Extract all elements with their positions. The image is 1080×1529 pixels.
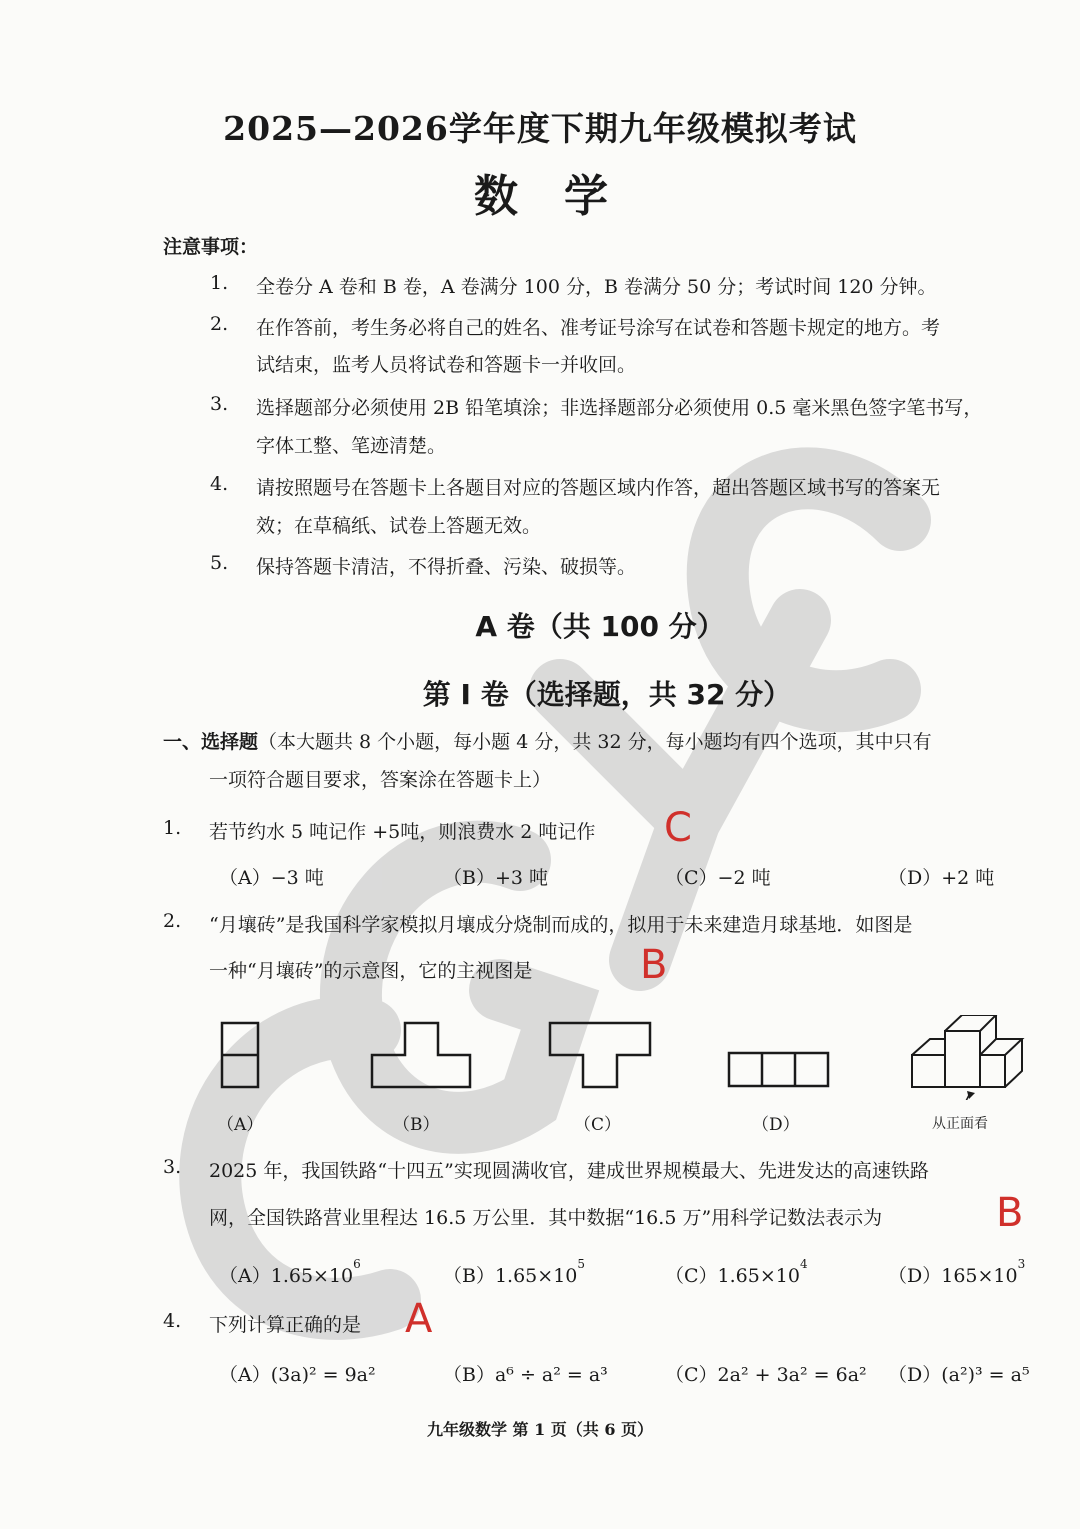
option-expression: (3a)² = 9a² [270,1364,376,1386]
notice-line: 保持答题卡清洁，不得折叠、污染、破损等。 [256,556,637,578]
option-expression: (a²)³ = a⁵ [941,1364,1030,1386]
option-label: （A） [219,1265,271,1287]
option-c: （C）−2 吨 [665,867,771,889]
question-number: 2. [163,910,182,932]
question-text-line2: 一种“月壤砖”的示意图，它的主视图是 [209,960,533,982]
notice-line: 选择题部分必须使用 2B 铅笔填涂；非选择题部分必须使用 0.5 毫米黑色签字笔书写， [256,397,983,419]
option-a [219,1360,376,1387]
option-c [665,1360,867,1387]
question-number: 4. [163,1310,182,1332]
q2-figures [210,1015,1050,1100]
question-text: 下列计算正确的是 [209,1314,362,1336]
notice-line: 字体工整、笔迹清楚。 [256,435,447,457]
question-text-line2: 网，全国铁路营业里程达 16.5 万公里．其中数据“16.5 万”用科学记数法表示为 [209,1207,883,1229]
option-value: 1.65×10 [270,1265,354,1287]
option-exponent: 5 [577,1257,586,1271]
notice-number: 1. [210,272,229,294]
option-d [888,1257,1026,1288]
part-heading-label: 一、选择题 [163,731,259,753]
option-a: （A）−3 吨 [219,867,324,889]
option-exponent: 6 [353,1257,361,1271]
handwritten-answer: C [664,805,692,851]
option-exponent: 3 [1017,1257,1026,1271]
handwritten-answer: B [996,1190,1024,1236]
notice-number: 2. [210,313,229,335]
option-label: （C） [665,1364,718,1386]
question-number: 1. [163,817,182,839]
option-b: （B）+3 吨 [443,867,549,889]
figure-label-c: （C） [574,1115,622,1135]
notice-heading: 注意事项： [163,236,259,258]
question-text: 若节约水 5 吨记作 +5吨，则浪费水 2 吨记作 [209,821,596,843]
view-direction-label: 从正面看 [932,1116,988,1132]
option-exponent: 4 [799,1257,808,1271]
option-label: （D） [888,1364,942,1386]
option-label: （B） [443,1364,495,1386]
figure-label-a: （A） [217,1115,264,1135]
option-value: 1.65×10 [717,1265,800,1287]
question-number: 3. [163,1156,182,1178]
option-expression: a⁶ ÷ a² = a³ [494,1364,608,1386]
figure-c [550,1023,650,1087]
a-paper-heading: A 卷（共 100 分） [475,610,725,643]
option-label: （D） [888,1265,942,1287]
notice-number: 5. [210,552,229,574]
notice-number: 3. [210,393,229,415]
option-b [443,1360,608,1387]
figure-d [729,1053,828,1086]
option-value: 165×10 [941,1265,1018,1287]
question-text: 2025 年，我国铁路“十四五”实现圆满收官，建成世界规模最大、先进发达的高速铁路 [209,1160,929,1182]
exam-title: 2025—2026学年度下期九年级模拟考试 [223,109,857,148]
notice-line: 请按照题号在答题卡上各题目对应的答题区域内作答，超出答题区域书写的答案无 [256,477,941,499]
part-heading [163,727,932,754]
option-expression: 2a² + 3a² = 6a² [717,1364,867,1386]
option-d: （D）+2 吨 [888,867,995,889]
figure-b [372,1023,470,1087]
notice-line: 全卷分 A 卷和 B 卷，A 卷满分 100 分，B 卷满分 50 分；考试时间 120 分钟。 [256,276,937,298]
option-label: （C） [665,1265,718,1287]
notice-line: 在作答前，考生务必将自己的姓名、准考证号涂写在试卷和答题卡规定的地方。考 [256,317,941,339]
notice-line: 效；在草稿纸、试卷上答题无效。 [256,515,542,537]
option-c [665,1257,808,1288]
option-value: 1.65×10 [494,1265,578,1287]
option-label: （A） [219,1364,271,1386]
part-one-heading: 第 I 卷（选择题，共 32 分） [422,678,792,711]
page-footer: 九年级数学 第 1 页（共 6 页） [426,1420,654,1439]
figure-a [222,1023,258,1087]
part-heading-desc: （本大题共 8 个小题，每小题 4 分，共 32 分，每小题均有四个选项，其中只有 [258,731,932,753]
option-b [443,1257,586,1288]
question-text: “月壤砖”是我国科学家模拟月壤成分烧制而成的，拟用于未来建造月球基地．如图是 [209,914,913,936]
figure-label-b: （B） [393,1115,440,1135]
subject-title: 数学 [474,171,654,222]
part-heading-line2: 一项符合题目要求，答案涂在答题卡上） [209,769,552,791]
option-d [888,1360,1030,1387]
notice-line: 试结束，监考人员将试卷和答题卡一并收回。 [256,354,637,376]
option-label: （B） [443,1265,495,1287]
notice-number: 4. [210,473,229,495]
figure-label-d: （D） [752,1115,800,1135]
option-a [219,1257,361,1288]
handwritten-answer: A [405,1296,433,1342]
handwritten-answer: B [640,942,668,988]
moon-brick-3d [912,1015,1022,1087]
